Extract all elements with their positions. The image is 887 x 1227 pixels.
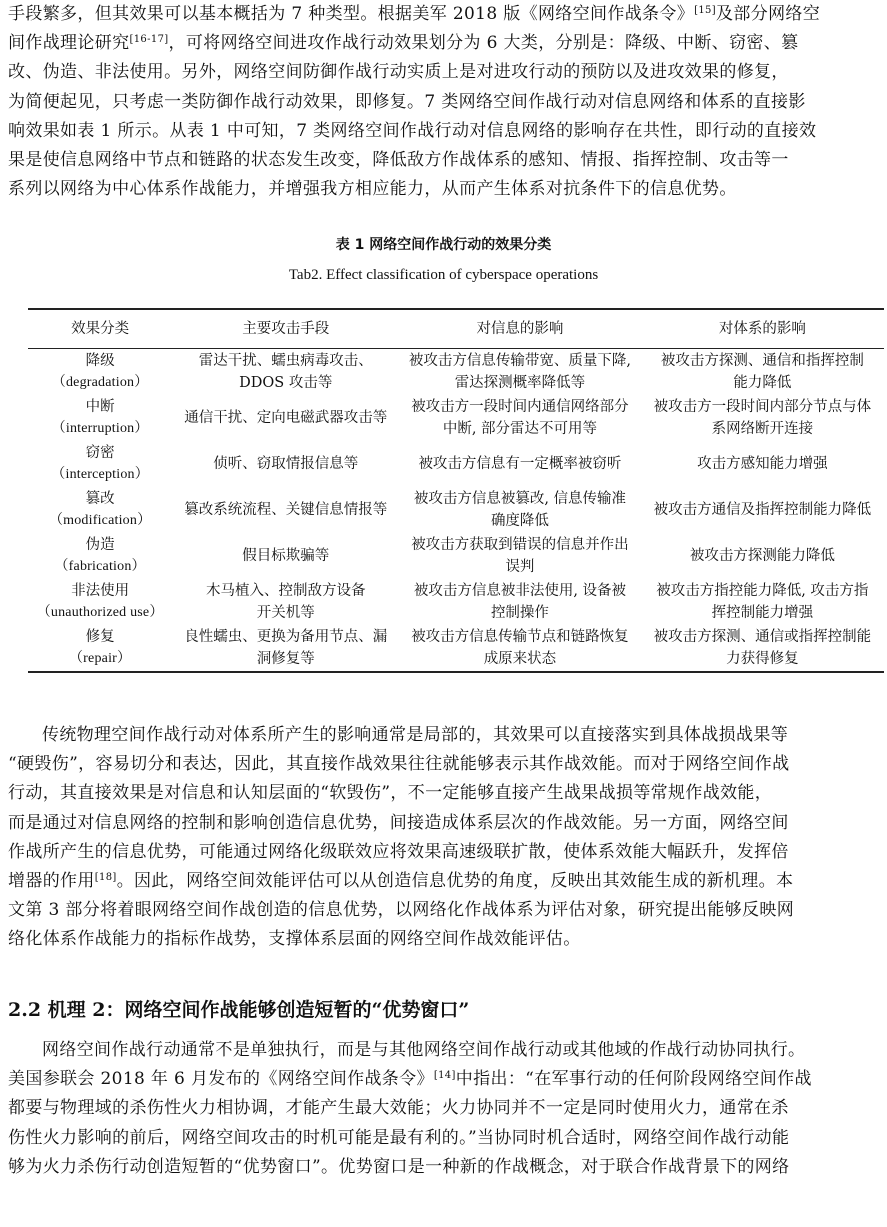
text-run: 响效果如表 1 所示。从表 1 中可知，7 类网络空间作战行动对信息网络的影响存在共性，即行动的直接效 xyxy=(8,120,817,141)
table-row xyxy=(28,487,884,533)
cell-attack-means xyxy=(172,579,399,625)
cell-line: 中断, 部分雷达不可用等 xyxy=(442,421,598,437)
cell-line: 被攻击方获取到错误的信息并作出 xyxy=(411,537,629,553)
table-subtitle: Tab2. Effect classification of cyberspace operations xyxy=(288,267,599,283)
category-en: （modification） xyxy=(48,513,152,528)
cell-line: 被攻击方一段时间内部分节点与体 xyxy=(653,399,872,415)
citation-ref: [14] xyxy=(433,1070,456,1082)
category-cn: 非法使用 xyxy=(71,583,130,599)
category-en: （fabrication） xyxy=(54,559,146,574)
cell-line: 木马植入、控制敌方设备 xyxy=(205,583,366,599)
cell-line: 被攻击方信息传输带宽、质量下降, xyxy=(408,353,631,369)
cell-system-impact xyxy=(641,441,884,487)
cell-effect-category xyxy=(28,579,172,625)
cell-system-impact xyxy=(641,395,884,441)
category-en: （repair） xyxy=(68,651,132,666)
text-line xyxy=(8,838,874,867)
cell-line: 成原来状态 xyxy=(483,651,557,667)
category-cn: 中断 xyxy=(85,399,115,415)
text-run: 行动，其直接效果是对信息和认知层面的“软毁伤”，不一定能够直接产生战果战损等常规作战效能， xyxy=(8,783,773,804)
cell-info-impact xyxy=(399,487,640,533)
text-line xyxy=(8,925,874,954)
cell-line: 控制操作 xyxy=(490,605,549,621)
cell-info-impact xyxy=(399,349,640,396)
cell-line: 侦听、窃取情报信息等 xyxy=(213,456,359,472)
cell-line: DDOS 攻击等 xyxy=(239,375,333,391)
text-run: 作战所产生的信息优势，可能通过网络化级联效应将效果高速级联扩散，使体系效能大幅跃升，发挥倍 xyxy=(8,841,789,862)
text-run: 手段繁多，但其效果可以基本概括为 7 种类型。根据美军 2018 版《网络空间作战条令》 xyxy=(8,4,695,24)
effect-classification-table xyxy=(28,308,884,673)
cell-effect-category xyxy=(28,349,172,396)
text-line xyxy=(8,750,874,779)
cell-effect-category xyxy=(28,395,172,441)
cell-line: 被攻击方信息被篡改, 信息传输准 xyxy=(413,491,627,507)
cell-effect-category xyxy=(28,533,172,579)
category-en: （degradation） xyxy=(51,375,149,390)
text-run: 传统物理空间作战行动对体系所产生的影响通常是局部的，其效果可以直接落实到具体战损战果等 xyxy=(42,725,789,745)
text-line xyxy=(8,88,874,117)
cell-attack-means xyxy=(172,395,399,441)
text-line xyxy=(8,146,874,175)
cell-line: 力获得修复 xyxy=(726,651,799,667)
cell-attack-means xyxy=(172,625,399,672)
cell-effect-category xyxy=(28,625,172,672)
cell-line: 良性蠕虫、更换为备用节点、漏 xyxy=(184,629,388,645)
cell-line: 被攻击方一段时间内通信网络部分 xyxy=(411,399,629,415)
cell-attack-means xyxy=(172,533,399,579)
cell-system-impact xyxy=(641,487,884,533)
text-run: 果是使信息网络中节点和链路的状态发生改变，降低敌方作战体系的感知、情报、指挥控制、攻击等一 xyxy=(8,150,789,171)
text-run: 美国参联会 2018 年 6 月发布的《网络空间作战条令》 xyxy=(8,1069,434,1090)
text-run: 间作战理论研究 xyxy=(8,33,130,54)
text-line xyxy=(8,779,874,808)
text-line xyxy=(8,175,874,204)
cell-line: 通信干扰、定向电磁武器攻击等 xyxy=(184,410,388,426)
text-line xyxy=(8,117,874,146)
table-header-row xyxy=(28,309,884,349)
text-line xyxy=(8,1065,874,1094)
text-line xyxy=(8,809,874,838)
cell-info-impact xyxy=(399,533,640,579)
citation-ref: [18] xyxy=(94,872,117,884)
text-run: 为简便起见，只考虑一类防御作战行动效果，即修复。7 类网络空间作战行动对信息网络和体系的直接影 xyxy=(8,91,806,112)
cell-line: 被攻击方探测能力降低 xyxy=(689,548,835,564)
text-run: 中指出：“在军事行动的任何阶段网络空间作战 xyxy=(455,1069,812,1090)
category-en: （interception） xyxy=(51,467,149,482)
cell-line: 被攻击方探测、通信或指挥控制能 xyxy=(653,629,872,645)
header-attack-means: 主要攻击手段 xyxy=(172,309,399,349)
cell-info-impact xyxy=(399,625,640,672)
intro-paragraph xyxy=(8,0,874,204)
text-run: 改、伪造、非法使用。另外，网络空间防御作战行动实质上是对进攻行动的预防以及进攻效果的修复， xyxy=(8,62,789,83)
cell-effect-category xyxy=(28,441,172,487)
header-effect-category: 效果分类 xyxy=(28,309,172,349)
body-paragraph-2 xyxy=(8,721,874,955)
cell-line: 被攻击方信息被非法使用, 设备被 xyxy=(413,583,627,599)
text-line xyxy=(8,1094,874,1123)
text-run: 增器的作用 xyxy=(8,871,95,892)
cell-line: 洞修复等 xyxy=(256,651,315,667)
text-run: 文第 3 部分将着眼网络空间作战创造的信息优势，以网络化作战体系为评估对象，研究提出能够反映网 xyxy=(8,900,795,921)
table-row xyxy=(28,349,884,396)
category-cn: 窃密 xyxy=(85,445,115,461)
text-line xyxy=(8,1036,874,1065)
cell-info-impact xyxy=(399,579,640,625)
cell-line: 被攻击方探测、通信和指挥控制 xyxy=(660,353,864,369)
table-row xyxy=(28,533,884,579)
text-run: ，可将网络空间进攻作战行动效果划分为 6 大类，分别是：降级、中断、窃密、篡 xyxy=(168,33,799,54)
text-run: 系列以网络为中心体系作战能力，并增强我方相应能力，从而产生体系对抗条件下的信息优势。 xyxy=(8,179,737,200)
cell-line: 篡改系统流程、关键信息情报等 xyxy=(184,502,388,518)
section-heading: 2.2 机理 2：网络空间作战能够创造短暂的“优势窗口” xyxy=(8,999,470,1021)
cell-info-impact xyxy=(399,395,640,441)
text-line xyxy=(8,29,874,58)
body-paragraph-3 xyxy=(8,1036,874,1182)
table-title: 表 1 网络空间作战行动的效果分类 xyxy=(335,237,552,253)
text-line xyxy=(8,1153,874,1182)
text-run: 而是通过对信息网络的控制和影响创造信息优势，间接造成体系层次的作战效能。另一方面，网络空间 xyxy=(8,812,789,833)
category-cn: 篡改 xyxy=(85,491,115,507)
cell-line: 假目标欺骗等 xyxy=(242,548,330,564)
text-run: 网络空间作战行动通常不是单独执行，而是与其他网络空间作战行动或其他域的作战行动协同执行。 xyxy=(42,1040,806,1060)
cell-line: 误判 xyxy=(505,559,535,575)
table-row xyxy=(28,625,884,672)
text-run: 及部分网络空 xyxy=(716,4,821,24)
cell-attack-means xyxy=(172,441,399,487)
text-run: 够为火力杀伤行动创造短暂的“优势窗口”。优势窗口是一种新的作战概念，对于联合作战背景下的网络 xyxy=(8,1156,790,1177)
cell-system-impact xyxy=(641,349,884,396)
cell-system-impact xyxy=(641,533,884,579)
cell-attack-means xyxy=(172,487,399,533)
citation-ref: [16-17] xyxy=(129,34,169,46)
text-run: 伤性火力影响的前后，网络空间攻击的时机可能是最有利的。”当协同时机合适时，网络空间作战行动能 xyxy=(8,1127,790,1148)
category-cn: 修复 xyxy=(85,629,115,645)
cell-attack-means xyxy=(172,349,399,396)
table-row xyxy=(28,579,884,625)
cell-line: 被攻击方通信及指挥控制能力降低 xyxy=(653,502,872,518)
text-line xyxy=(8,721,874,750)
cell-line: 系网络断开连接 xyxy=(711,421,814,437)
cell-system-impact xyxy=(641,625,884,672)
category-en: （interruption） xyxy=(51,421,149,436)
header-info-impact: 对信息的影响 xyxy=(399,309,640,349)
table-body xyxy=(28,349,884,673)
cell-info-impact xyxy=(399,441,640,487)
header-system-impact: 对体系的影响 xyxy=(641,309,884,349)
table-row xyxy=(28,441,884,487)
text-line xyxy=(8,1124,874,1153)
cell-line: 雷达干扰、蠕虫病毒攻击、 xyxy=(198,353,373,369)
text-line xyxy=(8,58,874,87)
cell-line: 雷达探测概率降低等 xyxy=(454,375,586,391)
cell-effect-category xyxy=(28,487,172,533)
category-en: （unauthorized use） xyxy=(36,605,164,620)
cell-line: 挥控制能力增强 xyxy=(711,605,814,621)
cell-line: 开关机等 xyxy=(256,605,315,621)
cell-line: 攻击方感知能力增强 xyxy=(697,456,828,472)
citation-ref: [15] xyxy=(694,5,717,16)
text-run: 。因此，网络空间效能评估可以从创造信息优势的角度，反映出其效能生成的新机理。本 xyxy=(116,871,794,892)
text-run: “硬毁伤”，容易切分和表达，因此，其直接作战效果往往就能够表示其作战效能。而对于网络空间作战 xyxy=(8,754,790,775)
cell-line: 确度降低 xyxy=(490,513,549,529)
text-run: 络化体系作战能力的指标作战势，支撑体系层面的网络空间作战效能评估。 xyxy=(8,929,581,950)
cell-line: 被攻击方信息传输节点和链路恢复 xyxy=(411,629,629,645)
cell-system-impact xyxy=(641,579,884,625)
text-run: 都要与物理域的杀伤性火力相协调，才能产生最大效能；火力协同并不一定是同时使用火力，通常在杀 xyxy=(8,1098,789,1119)
text-line xyxy=(8,0,874,29)
table-row xyxy=(28,395,884,441)
cell-line: 被攻击方指控能力降低, 攻击方指 xyxy=(656,583,869,599)
cell-line: 被攻击方信息有一定概率被窃听 xyxy=(418,456,622,472)
text-line xyxy=(8,867,874,896)
category-cn: 伪造 xyxy=(85,537,115,553)
category-cn: 降级 xyxy=(85,353,115,369)
text-line xyxy=(8,896,874,925)
cell-line: 能力降低 xyxy=(733,375,792,391)
